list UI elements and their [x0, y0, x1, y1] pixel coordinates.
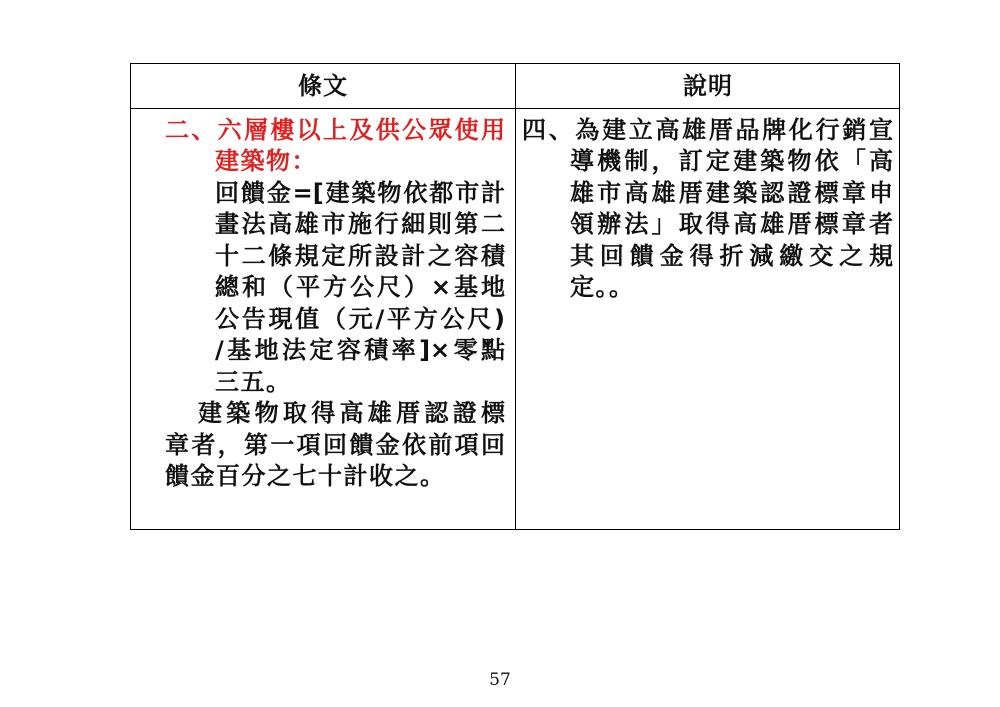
explanation-line: 雄市高雄厝建築認證標章申	[570, 178, 893, 207]
explanation-line: 定。。	[570, 273, 635, 301]
explanation-line: 導機制，訂定建築物依「高	[570, 147, 893, 175]
explanation-line: 其回饋金得折減繳交之規	[570, 241, 893, 270]
explanation-line: 領辦法」取得高雄厝標章者	[570, 210, 893, 238]
article-formula-line: 總和（平方公尺）×基地	[215, 273, 505, 301]
article-formula-line: 公告現值（元/平方公尺)	[215, 304, 505, 333]
header-article: 條文	[298, 72, 348, 100]
header-explanation: 說明	[683, 72, 733, 100]
article-formula-line: 十二條規定所設計之容積	[215, 241, 505, 270]
article-formula-line: 畫法高雄市施行細則第二	[215, 210, 505, 238]
article-cell	[165, 115, 505, 493]
article-formula-line: 回饋金=[建築物依都市計	[215, 178, 505, 207]
article-paragraph-line: 饋金百分之七十計收之。	[165, 462, 446, 490]
article-paragraph-line: 章者，第一項回饋金依前項回	[165, 430, 505, 459]
article-formula-line: 三五。	[215, 367, 292, 396]
article-heading-line: 建築物：	[215, 147, 317, 175]
page-number: 57	[489, 670, 511, 690]
explanation-cell	[522, 115, 893, 304]
article-formula-line: /基地法定容積率]×零點	[215, 336, 505, 364]
explanation-line: 四、為建立高雄厝品牌化行銷宣	[522, 115, 893, 144]
column-divider	[515, 64, 516, 529]
article-heading-line: 二、六層樓以上及供公眾使用	[165, 115, 505, 144]
article-paragraph-line: 建築物取得高雄厝認證標	[198, 399, 505, 427]
